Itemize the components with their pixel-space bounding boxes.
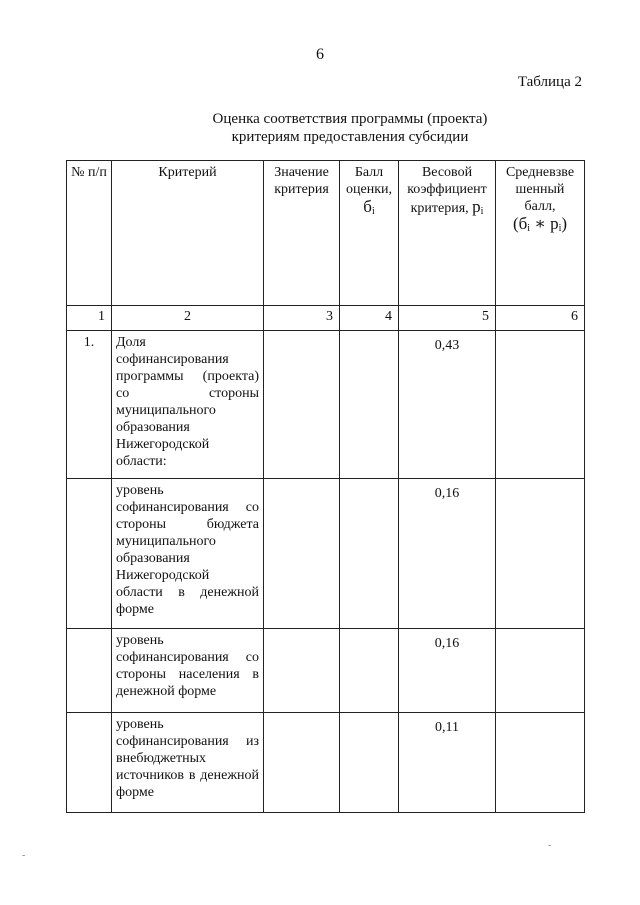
column-number-4: 4 [340,306,399,331]
row-weight: 0,16 [399,629,496,713]
row-value [264,479,340,629]
header-criterion: Критерий [112,161,264,306]
row-avg [496,479,585,629]
column-number-5: 5 [399,306,496,331]
table-row [67,331,585,479]
header-weight-index: i [480,206,484,217]
header-score [340,161,399,306]
page-number: 6 [316,46,324,63]
row-avg [496,331,585,479]
header-score-symbol: б [363,197,372,216]
header-avg-text: Средневзве шенный балл, [505,165,575,214]
header-score-index: i [371,206,375,217]
header-value: Значение критерия [264,161,340,306]
header-weight-symbol: p [472,197,481,216]
row-weight: 0,11 [399,713,496,813]
row-criterion: Доля софинансирования программы (проекта) со стороны муниципального образования Нижегородской области: [112,331,264,479]
row-avg [496,629,585,713]
row-num [67,713,112,813]
header-weight [399,161,496,306]
table-row [67,629,585,713]
row-criterion: уровень софинансирования со стороны бюджета муниципального образования Нижегородской области в денежной форме [112,479,264,629]
row-value [264,331,340,479]
table-title-line-2: критериям предоставления субсидии [231,129,469,145]
row-value [264,713,340,813]
header-avg [496,161,585,306]
row-value [264,629,340,713]
criteria-table [66,160,585,813]
header-avg-index-2: i [558,223,562,234]
row-score [340,713,399,813]
table-label: Таблица 2 [517,74,582,90]
header-avg-formula-end: ) [561,214,568,233]
row-num: 1. [67,331,112,479]
row-num [67,629,112,713]
table-title-line-1: Оценка соответствия программы (проекта) [212,111,488,127]
row-criterion: уровень софинансирования из внебюджетных источников в денежной форме [112,713,264,813]
header-num: № п/п [67,161,112,306]
row-score [340,479,399,629]
row-avg [496,713,585,813]
table-row [67,479,585,629]
row-score [340,629,399,713]
header-avg-formula-mid: ∗ p [530,214,559,233]
column-number-3: 3 [264,306,340,331]
row-criterion: уровень софинансирования со стороны населения в денежной форме [112,629,264,713]
row-weight: 0,16 [399,479,496,629]
table-row [67,713,585,813]
scan-speck: - [22,850,26,861]
row-num [67,479,112,629]
column-number-2: 2 [112,306,264,331]
header-avg-formula-start: (б [512,214,528,233]
header-score-text: Балл оценки, [346,165,392,197]
table-title [110,110,590,146]
column-number-6: 6 [496,306,585,331]
column-number-row [67,306,585,331]
row-score [340,331,399,479]
header-row [67,161,585,306]
scan-speck: - [548,840,552,851]
header-weight-text: Весовой коэффициент критерия, [407,165,487,216]
row-weight: 0,43 [399,331,496,479]
header-avg-index-1: i [527,223,531,234]
column-number-1: 1 [67,306,112,331]
